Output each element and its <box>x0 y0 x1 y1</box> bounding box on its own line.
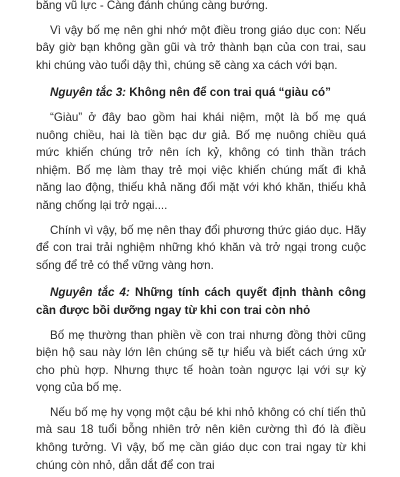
paragraph-expectation: Nếu bố mẹ hy vọng một cậu bé khi nhỏ không có chí tiến thủ mà sau 18 tuổi bỗng nhiên trở nên kiên cường thì đó là điều không tưởng. Vì vậy, bố mẹ cần giáo dục con trai ngay từ khi chúng còn nhỏ, dẫn dắt để con trai <box>36 405 366 472</box>
text-column <box>36 0 366 474</box>
heading-label: Nguyên tắc 3: <box>50 86 127 100</box>
paragraph-complaint: Bố mẹ thường than phiền về con trai nhưng đồng thời cũng biện hộ sau này lớn lên chúng sẽ tự hiểu và biết cách ứng xử cho phù hợp. Nhưng thực tế hoàn toàn ngược lại với sự kỳ vọng của bố mẹ. <box>36 328 366 395</box>
section-heading-principle-3 <box>36 84 366 102</box>
paragraph-wealth: “Giàu” ở đây bao gồm hai khái niệm, một là bố mẹ quá nuông chiều, hai là tiền bạc dư giả. Bố mẹ nuông chiều quá mức khiến chúng trở nên ích kỷ, không có tinh thần trách nhiệm. Bố mẹ làm thay trẻ mọi việc khiến chúng mất đi khả năng lao động, thiếu khả năng đối mặt với khó khăn, thiếu khả năng chống lại trở ngại.... <box>36 110 366 212</box>
heading-label: Nguyên tắc 4: <box>50 286 130 300</box>
heading-title: Những tính cách quyết định thành công cần được bồi dưỡng ngay từ khi con trai còn nhỏ <box>36 286 366 317</box>
heading-title: Không nên để con trai quá “giàu có” <box>126 86 331 100</box>
paragraph-continued: bằng vũ lực - Càng đánh chúng càng bướng. <box>36 0 268 12</box>
section-heading-principle-4 <box>36 284 366 319</box>
paragraph-change-method: Chính vì vậy, bố mẹ nên thay đổi phương thức giáo dục. Hãy để con trai trải nghiệm những khó khăn và trở ngại trong cuộc sống để trẻ có thể vững vàng hơn. <box>36 223 366 272</box>
paragraph-advice: Vì vậy bố mẹ nên ghi nhớ một điều trong giáo dục con: Nếu bây giờ bạn không gần gũi và trở thành bạn của con trai, sau khi chúng vào tuổi dậy thì, chúng sẽ càng xa cách với bạn. <box>36 23 366 72</box>
